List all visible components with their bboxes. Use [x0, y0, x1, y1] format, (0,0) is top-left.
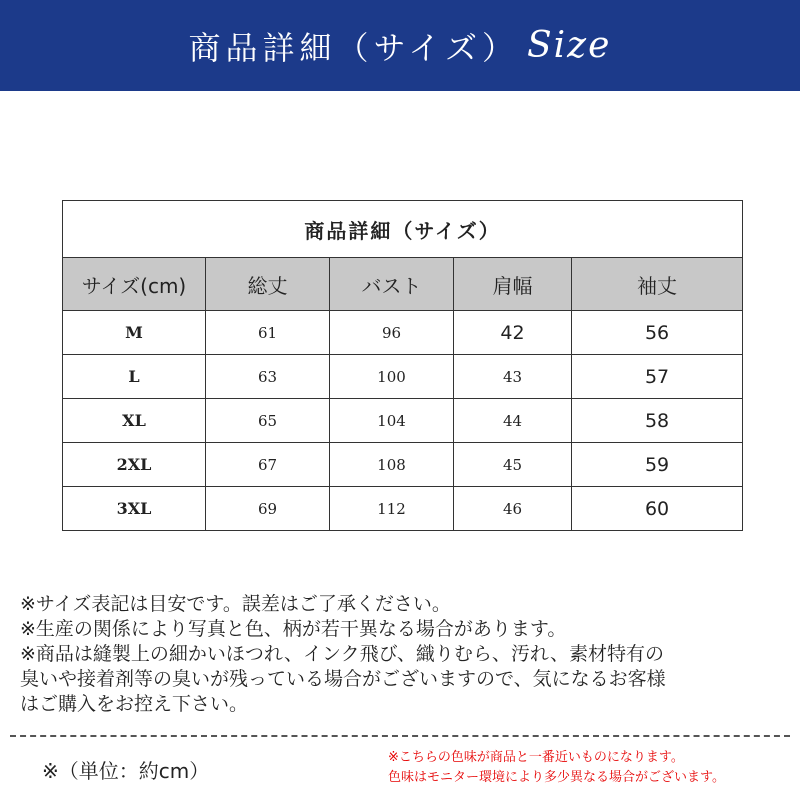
cell-shoulder: 43	[454, 355, 572, 399]
cell-sleeve: 60	[572, 487, 743, 531]
cell-shoulder: 42	[454, 311, 572, 355]
cell-shoulder: 44	[454, 399, 572, 443]
cell-size: M	[63, 311, 206, 355]
header-length: 総丈	[206, 258, 330, 311]
header-sleeve: 袖丈	[572, 258, 743, 311]
header-bust: バスト	[330, 258, 454, 311]
cell-size: XL	[63, 399, 206, 443]
cell-length: 69	[206, 487, 330, 531]
cell-sleeve: 58	[572, 399, 743, 443]
cell-size: 2XL	[63, 443, 206, 487]
cell-length: 61	[206, 311, 330, 355]
color-note	[388, 748, 793, 788]
note-line: 臭いや接着剤等の臭いが残っている場合がございますので、気になるお客様	[20, 668, 666, 690]
color-note-line: ※こちらの色味が商品と一番近いものになります。	[388, 750, 684, 765]
table-row	[63, 487, 743, 531]
cell-bust: 100	[330, 355, 454, 399]
note-line: ※商品は縫製上の細かいほつれ、インク飛び、織りむら、汚れ、素材特有の	[20, 643, 665, 665]
banner-title: 商品詳細（サイズ）	[188, 28, 519, 67]
note-line: ※サイズ表記は目安です。誤差はご了承ください。	[20, 593, 451, 615]
cell-size: L	[63, 355, 206, 399]
cell-shoulder: 45	[454, 443, 572, 487]
note-line: はご購入をお控え下さい。	[20, 693, 249, 715]
table-header-row	[63, 258, 743, 311]
cell-bust: 108	[330, 443, 454, 487]
banner-title-en: Size	[527, 25, 612, 66]
table-row	[63, 443, 743, 487]
table-row	[63, 355, 743, 399]
cell-sleeve: 57	[572, 355, 743, 399]
notes-block	[20, 592, 795, 717]
dashed-divider	[10, 735, 790, 737]
note-line: ※生産の関係により写真と色、柄が若干異なる場合があります。	[20, 618, 567, 640]
cell-length: 63	[206, 355, 330, 399]
table-caption: 商品詳細（サイズ）	[63, 201, 743, 258]
title-banner	[0, 0, 800, 91]
cell-bust: 112	[330, 487, 454, 531]
color-note-line: 色味はモニター環境により多少異なる場合がございます。	[388, 770, 725, 785]
cell-sleeve: 59	[572, 443, 743, 487]
unit-note: ※（単位：約cm）	[42, 759, 210, 783]
table-row	[63, 399, 743, 443]
cell-length: 67	[206, 443, 330, 487]
table-row	[63, 311, 743, 355]
header-shoulder: 肩幅	[454, 258, 572, 311]
cell-length: 65	[206, 399, 330, 443]
cell-shoulder: 46	[454, 487, 572, 531]
size-table	[62, 200, 743, 531]
cell-bust: 104	[330, 399, 454, 443]
cell-size: 3XL	[63, 487, 206, 531]
header-size: サイズ(cm)	[63, 258, 206, 311]
cell-sleeve: 56	[572, 311, 743, 355]
cell-bust: 96	[330, 311, 454, 355]
